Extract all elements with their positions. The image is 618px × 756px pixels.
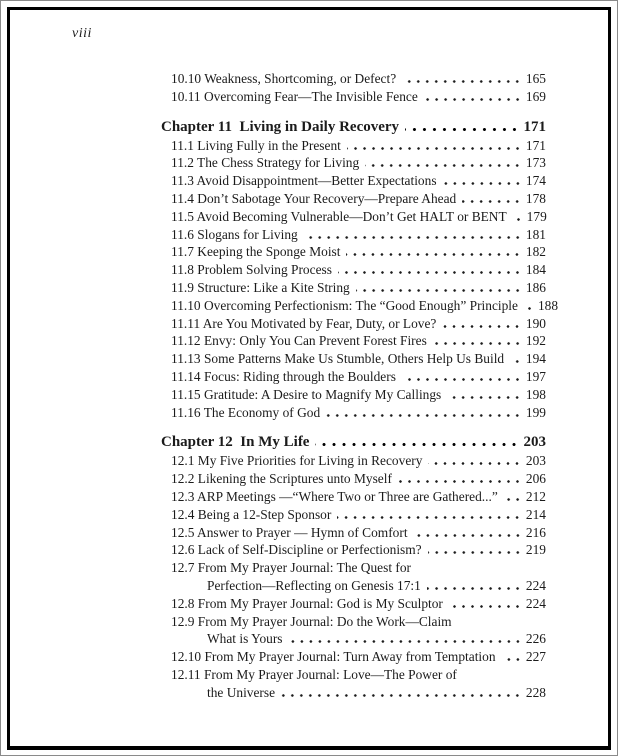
dot-leader — [304, 236, 522, 239]
toc-entry-page: 188 — [537, 297, 559, 313]
toc-entry-page: 197 — [525, 368, 546, 384]
dot-leader — [289, 640, 522, 643]
toc-entry-title: 12.4 Being a 12-Step Sponsor — [171, 506, 332, 522]
toc-entry-title: 11.15 Gratitude: A Desire to Magnify My Callings — [171, 386, 442, 402]
dot-leader — [442, 325, 522, 328]
toc-entry-row — [161, 297, 559, 315]
toc-entry-row — [161, 368, 546, 386]
toc-entry-page: 169 — [525, 88, 546, 104]
toc-entry-title: 11.13 Some Patterns Make Us Stumble, Others Help Us Build — [171, 351, 505, 367]
toc-entry-title: Chapter 11 Living in Daily Recovery — [161, 118, 400, 135]
dot-leader — [402, 378, 522, 381]
toc-entry-title: 11.6 Slogans for Living — [171, 226, 298, 242]
toc-entry-title: 11.11 Are You Motivated by Fear, Duty, or Love? — [171, 315, 437, 331]
toc-entry-page: 190 — [525, 315, 546, 331]
toc-entry-row — [161, 404, 546, 422]
toc-entry-row — [161, 684, 546, 702]
toc-entry-title: 11.7 Keeping the Sponge Moist — [171, 244, 341, 260]
toc-entry-title: 11.16 The Economy of God — [171, 404, 321, 420]
toc-entry-title: 11.12 Envy: Only You Can Prevent Forest Fires — [171, 333, 427, 349]
dot-leader — [365, 164, 522, 167]
toc-entry-row — [161, 350, 546, 368]
toc-entry-row — [161, 666, 546, 684]
dot-leader — [427, 587, 522, 590]
toc-entry-row — [161, 208, 546, 226]
toc-entry-row — [161, 226, 546, 244]
toc-entry-row — [161, 541, 546, 559]
toc-chapter-row — [161, 432, 546, 452]
toc-entry-row — [161, 470, 546, 488]
page-number-folio: viii — [72, 26, 92, 41]
toc-entry-title: 12.5 Answer to Prayer — Hymn of Comfort — [171, 524, 408, 540]
dot-leader — [443, 182, 522, 185]
dot-leader — [405, 128, 519, 131]
dot-leader — [502, 658, 522, 661]
toc-entry-page: 212 — [525, 488, 546, 504]
toc-entry-page: 179 — [526, 208, 547, 224]
toc-entry-page: 178 — [525, 190, 546, 206]
toc-entry-page: 226 — [525, 631, 546, 647]
dot-leader — [504, 498, 522, 501]
toc-entry-row — [161, 452, 546, 470]
toc-entry-page: 174 — [525, 173, 546, 189]
dot-leader — [338, 271, 522, 274]
dot-leader — [513, 218, 523, 221]
dot-leader — [447, 396, 522, 399]
toc-entry-title: What is Yours — [207, 631, 283, 647]
toc-entry-title: 12.10 From My Prayer Journal: Turn Away from Temptation — [171, 649, 496, 665]
toc-entry-row — [161, 261, 546, 279]
dot-leader — [424, 98, 522, 101]
dot-leader — [281, 694, 522, 697]
toc-entry-title: 10.11 Overcoming Fear—The Invisible Fence — [171, 88, 418, 104]
toc-entry-title: the Universe — [207, 684, 276, 700]
toc-entry-page: 184 — [525, 262, 546, 278]
toc-entry-row — [161, 190, 546, 208]
dot-leader — [398, 480, 522, 483]
toc-entry-row — [161, 172, 546, 190]
toc-entry-row — [161, 70, 546, 88]
dot-leader — [510, 360, 522, 363]
toc-entry-title: 12.7 From My Prayer Journal: The Quest for — [171, 560, 412, 576]
toc-entry-title: 12.1 My Five Priorities for Living in Recovery — [171, 453, 423, 469]
toc-entry-row — [161, 630, 546, 648]
toc-entry-row — [161, 559, 546, 577]
toc-entry-page: 203 — [525, 453, 546, 469]
toc-entry-title: 11.9 Structure: Like a Kite String — [171, 279, 350, 295]
dot-leader — [524, 307, 534, 310]
toc-entry-row — [161, 613, 546, 631]
toc-entry-title: 11.4 Don’t Sabotage Your Recovery—Prepare Ahead — [171, 190, 457, 206]
toc-entry-title: 11.14 Focus: Riding through the Boulders — [171, 368, 396, 384]
dot-leader — [449, 605, 522, 608]
dot-leader — [356, 289, 522, 292]
toc-entry-page: 216 — [525, 524, 546, 540]
toc-list — [161, 70, 559, 702]
dot-leader — [347, 147, 522, 150]
toc-entry-title: 11.2 The Chess Strategy for Living — [171, 155, 360, 171]
toc-entry-title: 12.2 Likening the Scriptures unto Myself — [171, 471, 392, 487]
toc-entry-title: Perfection—Reflecting on Genesis 17:1 — [207, 577, 421, 593]
toc-entry-row — [161, 243, 546, 261]
toc-entry-title: 11.5 Avoid Becoming Vulnerable—Don’t Get HALT or BENT — [171, 208, 507, 224]
dot-leader — [402, 80, 522, 83]
toc-entry-page: 224 — [525, 577, 546, 593]
toc-entry-page: 194 — [525, 351, 546, 367]
toc-entry-title: 11.1 Living Fully in the Present — [171, 137, 341, 153]
toc-entry-page: 182 — [525, 244, 546, 260]
toc-entry-title: 12.9 From My Prayer Journal: Do the Work—Claim — [171, 613, 452, 629]
toc-entry-row — [161, 648, 546, 666]
toc-entry-page: 165 — [525, 71, 546, 86]
dot-leader — [414, 534, 522, 537]
toc-entry-row — [161, 154, 546, 172]
toc-entry-title: 11.10 Overcoming Perfectionism: The “Good Enough” Principle — [171, 297, 518, 313]
toc-entry-row — [161, 279, 546, 297]
toc-entry-page: 219 — [525, 542, 546, 558]
toc-entry-row — [161, 137, 546, 155]
toc-chapter-row — [161, 117, 546, 137]
toc-entry-page: 214 — [525, 506, 546, 522]
toc-entry-row — [161, 524, 546, 542]
toc-entry-row — [161, 386, 546, 404]
toc-entry-title: 11.8 Problem Solving Process — [171, 262, 332, 278]
toc-entry-page: 173 — [525, 155, 546, 171]
toc-entry-page: 224 — [525, 595, 546, 611]
toc-entry-row — [161, 88, 546, 106]
toc-entry-title: 12.3 ARP Meetings —“Where Two or Three are Gathered...” — [171, 488, 498, 504]
toc-entry-title: 11.3 Avoid Disappointment—Better Expectations — [171, 173, 437, 189]
toc-entry-row — [161, 488, 546, 506]
toc-entry-row — [161, 506, 546, 524]
toc-entry-title: Chapter 12 In My Life — [161, 434, 310, 451]
toc-entry-row — [161, 332, 546, 350]
dot-leader — [315, 443, 519, 446]
dot-leader — [337, 516, 522, 519]
toc-entry-page: 199 — [525, 404, 546, 420]
toc-entry-page: 192 — [525, 333, 546, 349]
dot-leader — [428, 551, 522, 554]
toc-entry-row — [161, 577, 546, 595]
dot-leader — [433, 342, 522, 345]
toc-entry-page: 198 — [525, 386, 546, 402]
dot-leader — [428, 462, 521, 465]
toc-entry-page: 227 — [525, 649, 546, 665]
dot-leader — [326, 414, 522, 417]
toc-entry-page: 171 — [525, 137, 546, 153]
toc-entry-row — [161, 595, 546, 613]
toc-entry-page: 203 — [523, 434, 546, 451]
toc-entry-page: 228 — [525, 684, 546, 700]
dot-leader — [346, 253, 521, 256]
toc-entry-title: 12.8 From My Prayer Journal: God is My Sculptor — [171, 595, 443, 611]
dot-leader — [462, 200, 522, 203]
toc-entry-page: 186 — [525, 279, 546, 295]
toc-entry-title: 12.6 Lack of Self-Discipline or Perfectionism? — [171, 542, 422, 558]
toc-entry-title: 10.10 Weakness, Shortcoming, or Defect? — [171, 71, 397, 86]
toc-entry-page: 206 — [525, 471, 546, 487]
toc-entry-page: 181 — [525, 226, 546, 242]
toc-entry-page: 171 — [523, 118, 546, 135]
toc-entry-title: 12.11 From My Prayer Journal: Love—The Power of — [171, 666, 457, 682]
toc-entry-row — [161, 315, 546, 333]
